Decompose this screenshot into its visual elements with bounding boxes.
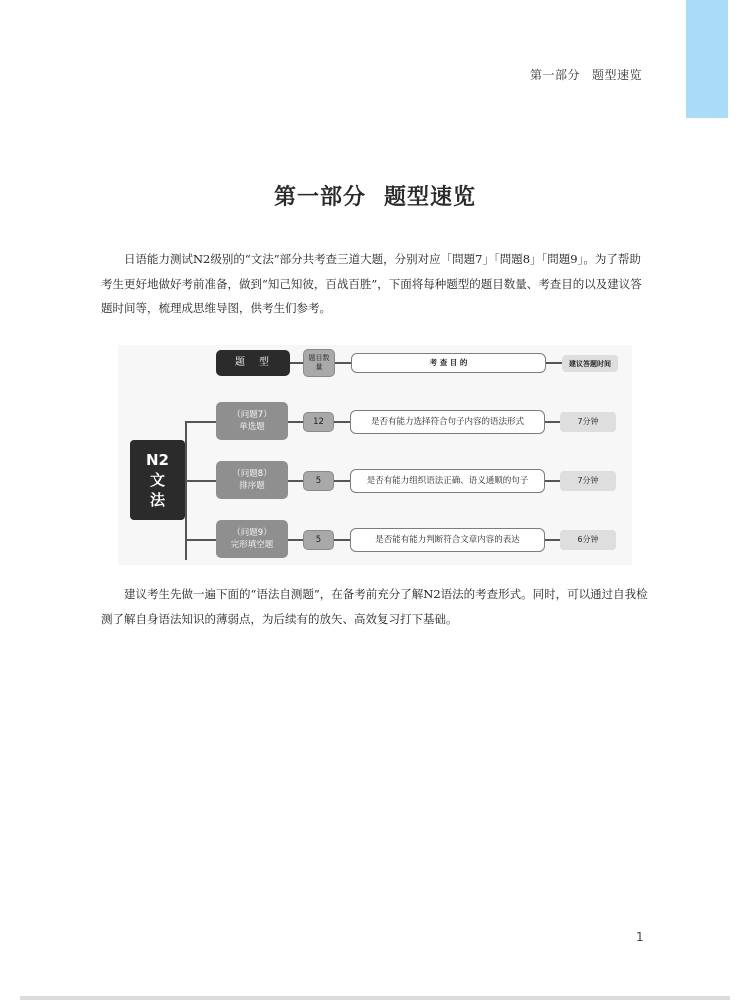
running-header-title: 题型速览	[591, 68, 642, 82]
connector-row7-1	[288, 421, 303, 423]
question-8-purpose: 是否有能力组织语法正确、语义通顺的句子	[350, 469, 545, 493]
header-count-node: 题目数量	[303, 349, 335, 377]
running-header	[530, 66, 642, 83]
question-7-label: （问题7）	[232, 410, 272, 420]
connector-header-1	[290, 362, 304, 364]
question-8-name: 排序题	[239, 481, 265, 491]
connector-joint	[185, 480, 187, 482]
root-label-line1: N2	[146, 451, 169, 469]
page-title-text: 题型速览	[384, 185, 477, 210]
connector-row9-1	[288, 539, 303, 541]
header-purpose-node: 考 查 目 的	[351, 353, 546, 373]
connector-branch-8	[185, 480, 216, 482]
question-9-label: （问题9）	[232, 528, 272, 538]
root-label-line2: 文	[149, 471, 165, 489]
connector-row8-3	[545, 480, 560, 482]
header-time-node: 建议答题时间	[562, 355, 618, 372]
question-9-name: 完形填空题	[230, 540, 274, 550]
question-7-time: 7分钟	[560, 412, 616, 432]
question-8-time: 7分钟	[560, 471, 616, 491]
question-7-count: 12	[303, 412, 334, 432]
connector-header-2	[335, 362, 351, 364]
question-9-node	[216, 520, 288, 558]
running-header-part: 第一部分	[529, 68, 580, 82]
connector-branch-9	[185, 539, 216, 541]
connector-row7-2	[334, 421, 350, 423]
root-label-line3: 法	[149, 491, 165, 509]
question-8-label: （问题8）	[232, 469, 272, 479]
question-9-purpose: 是否能有能力判断符合文章内容的表达	[350, 528, 545, 552]
intro-paragraph: 日语能力测试N2级别的“文法”部分共考查三道大题，分别对应「問題7」「問題8」「問題9」。为了帮助考生更好地做好考前准备，做到“知己知彼，百战百胜”，下面将每种题型的题目数量、考查目的以及建议答题时间等，梳理成思维导图，供考生们参考。	[101, 252, 642, 315]
question-7-node	[216, 402, 288, 440]
question-7-purpose: 是否有能力选择符合句子内容的语法形式	[350, 410, 545, 434]
page-number: 1	[636, 930, 644, 944]
root-node-n2-grammar	[130, 440, 185, 520]
header-type-node: 题 型	[216, 350, 290, 376]
connector-row9-3	[545, 539, 560, 541]
connector-branch-7	[185, 421, 216, 423]
question-8-node	[216, 461, 288, 499]
question-7-name: 单选题	[239, 422, 265, 432]
connector-row7-3	[545, 421, 560, 423]
connector-row8-1	[288, 480, 303, 482]
mind-map-diagram	[118, 345, 632, 565]
connector-header-3	[546, 362, 562, 364]
connector-row9-2	[334, 539, 350, 541]
question-8-count: 5	[303, 471, 334, 491]
page-title	[0, 180, 750, 211]
section-tab	[686, 0, 728, 118]
closing-paragraph: 建议考生先做一遍下面的“语法自测题”，在备考前充分了解N2语法的考查形式。同时，可以通过自我检测了解自身语法知识的薄弱点，为后续有的放矢、高效复习打下基础。	[101, 587, 648, 626]
question-9-time: 6分钟	[560, 530, 616, 550]
question-9-count: 5	[303, 530, 334, 550]
page-bottom-edge	[20, 996, 730, 1000]
page-title-part: 第一部分	[273, 185, 366, 210]
connector-row8-2	[334, 480, 350, 482]
